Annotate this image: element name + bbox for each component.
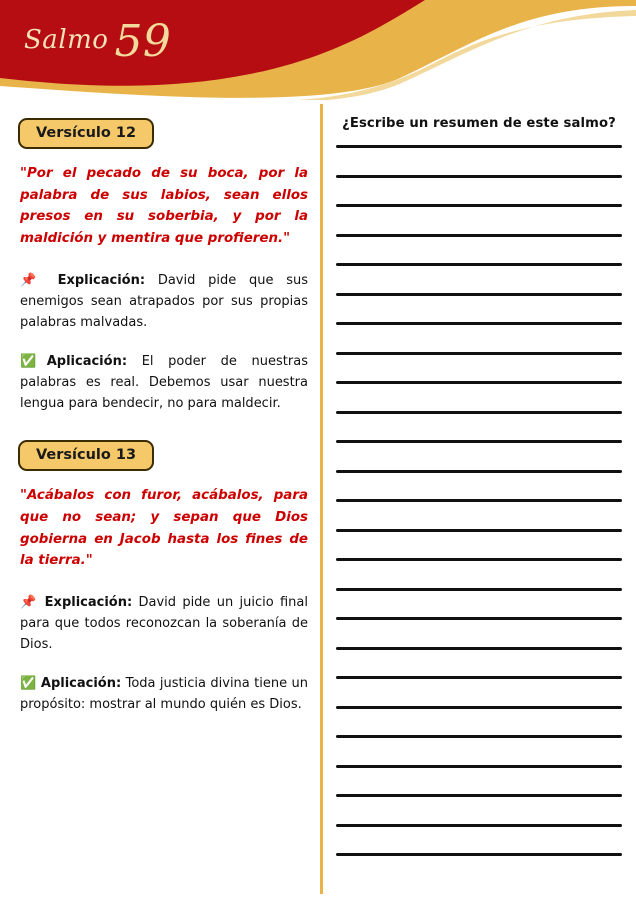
writing-line[interactable]	[336, 381, 622, 384]
page-header	[0, 0, 636, 100]
writing-line[interactable]	[336, 706, 622, 709]
verse-text-12: "Por el pecado de su boca, por la palabra de sus labios, sean ellos presos en su soberbia, y por la maldición y mentira que profieren."	[20, 166, 308, 247]
writing-line[interactable]	[336, 322, 622, 325]
explanation-label-12: Explicación:	[57, 272, 146, 288]
writing-lines[interactable]	[336, 145, 622, 883]
pushpin-icon: 📌	[20, 272, 45, 288]
column-divider	[320, 104, 323, 894]
check-box-icon: ✅	[20, 676, 37, 692]
writing-line[interactable]	[336, 411, 622, 414]
notes-prompt-title: ¿Escribe un resumen de este salmo?	[342, 116, 616, 131]
application-text-13: Toda justicia divina tiene un propósito: mostrar al mundo quién es Dios.	[20, 676, 309, 713]
page-title-number: 59	[114, 16, 172, 67]
page-title-word: Salmo	[24, 25, 109, 55]
writing-line[interactable]	[336, 175, 622, 178]
writing-line[interactable]	[336, 234, 622, 237]
verse-badge-13[interactable]: Versículo 13	[18, 440, 154, 471]
writing-line[interactable]	[336, 794, 622, 797]
writing-line[interactable]	[336, 617, 622, 620]
writing-line[interactable]	[336, 824, 622, 827]
writing-line[interactable]	[336, 647, 622, 650]
pushpin-icon: 📌	[20, 594, 39, 610]
verse-text-13: "Acábalos con furor, acábalos, para que no sean; y sepan que Dios gobierna en Jacob hasta los fines de la tierra."	[20, 488, 308, 569]
verse-badge-12[interactable]: Versículo 12	[18, 118, 154, 149]
writing-line[interactable]	[336, 204, 622, 207]
writing-line[interactable]	[336, 352, 622, 355]
writing-line[interactable]	[336, 440, 622, 443]
writing-line[interactable]	[336, 293, 622, 296]
application-text-12: El poder de nuestras palabras es real. Debemos usar nuestra lengua para bendecir, no para maldecir.	[20, 353, 308, 412]
verse-block-12	[18, 118, 308, 414]
writing-line[interactable]	[336, 263, 622, 266]
writing-line[interactable]	[336, 558, 622, 561]
verse-block-13	[18, 440, 308, 715]
right-notes-column	[336, 116, 622, 883]
writing-line[interactable]	[336, 529, 622, 532]
writing-line[interactable]	[336, 765, 622, 768]
left-content-column	[18, 118, 308, 733]
application-label-13: Aplicación:	[40, 676, 122, 692]
writing-line[interactable]	[336, 499, 622, 502]
check-box-icon: ✅	[20, 353, 47, 369]
writing-line[interactable]	[336, 853, 622, 856]
writing-line[interactable]	[336, 145, 622, 148]
page-title	[24, 8, 172, 67]
writing-line[interactable]	[336, 676, 622, 679]
writing-line[interactable]	[336, 470, 622, 473]
application-12	[20, 351, 308, 414]
writing-line[interactable]	[336, 588, 622, 591]
explanation-text-13: David pide un juicio final para que todos reconozcan la soberanía de Dios.	[20, 594, 308, 652]
writing-line[interactable]	[336, 735, 622, 738]
explanation-label-13: Explicación:	[44, 594, 133, 610]
application-label-12: Aplicación:	[46, 353, 128, 369]
explanation-text-12: David pide que sus enemigos sean atrapados por sus propias palabras malvadas.	[20, 272, 308, 330]
application-13	[20, 673, 308, 715]
explanation-12	[20, 270, 308, 333]
explanation-13	[20, 592, 308, 655]
